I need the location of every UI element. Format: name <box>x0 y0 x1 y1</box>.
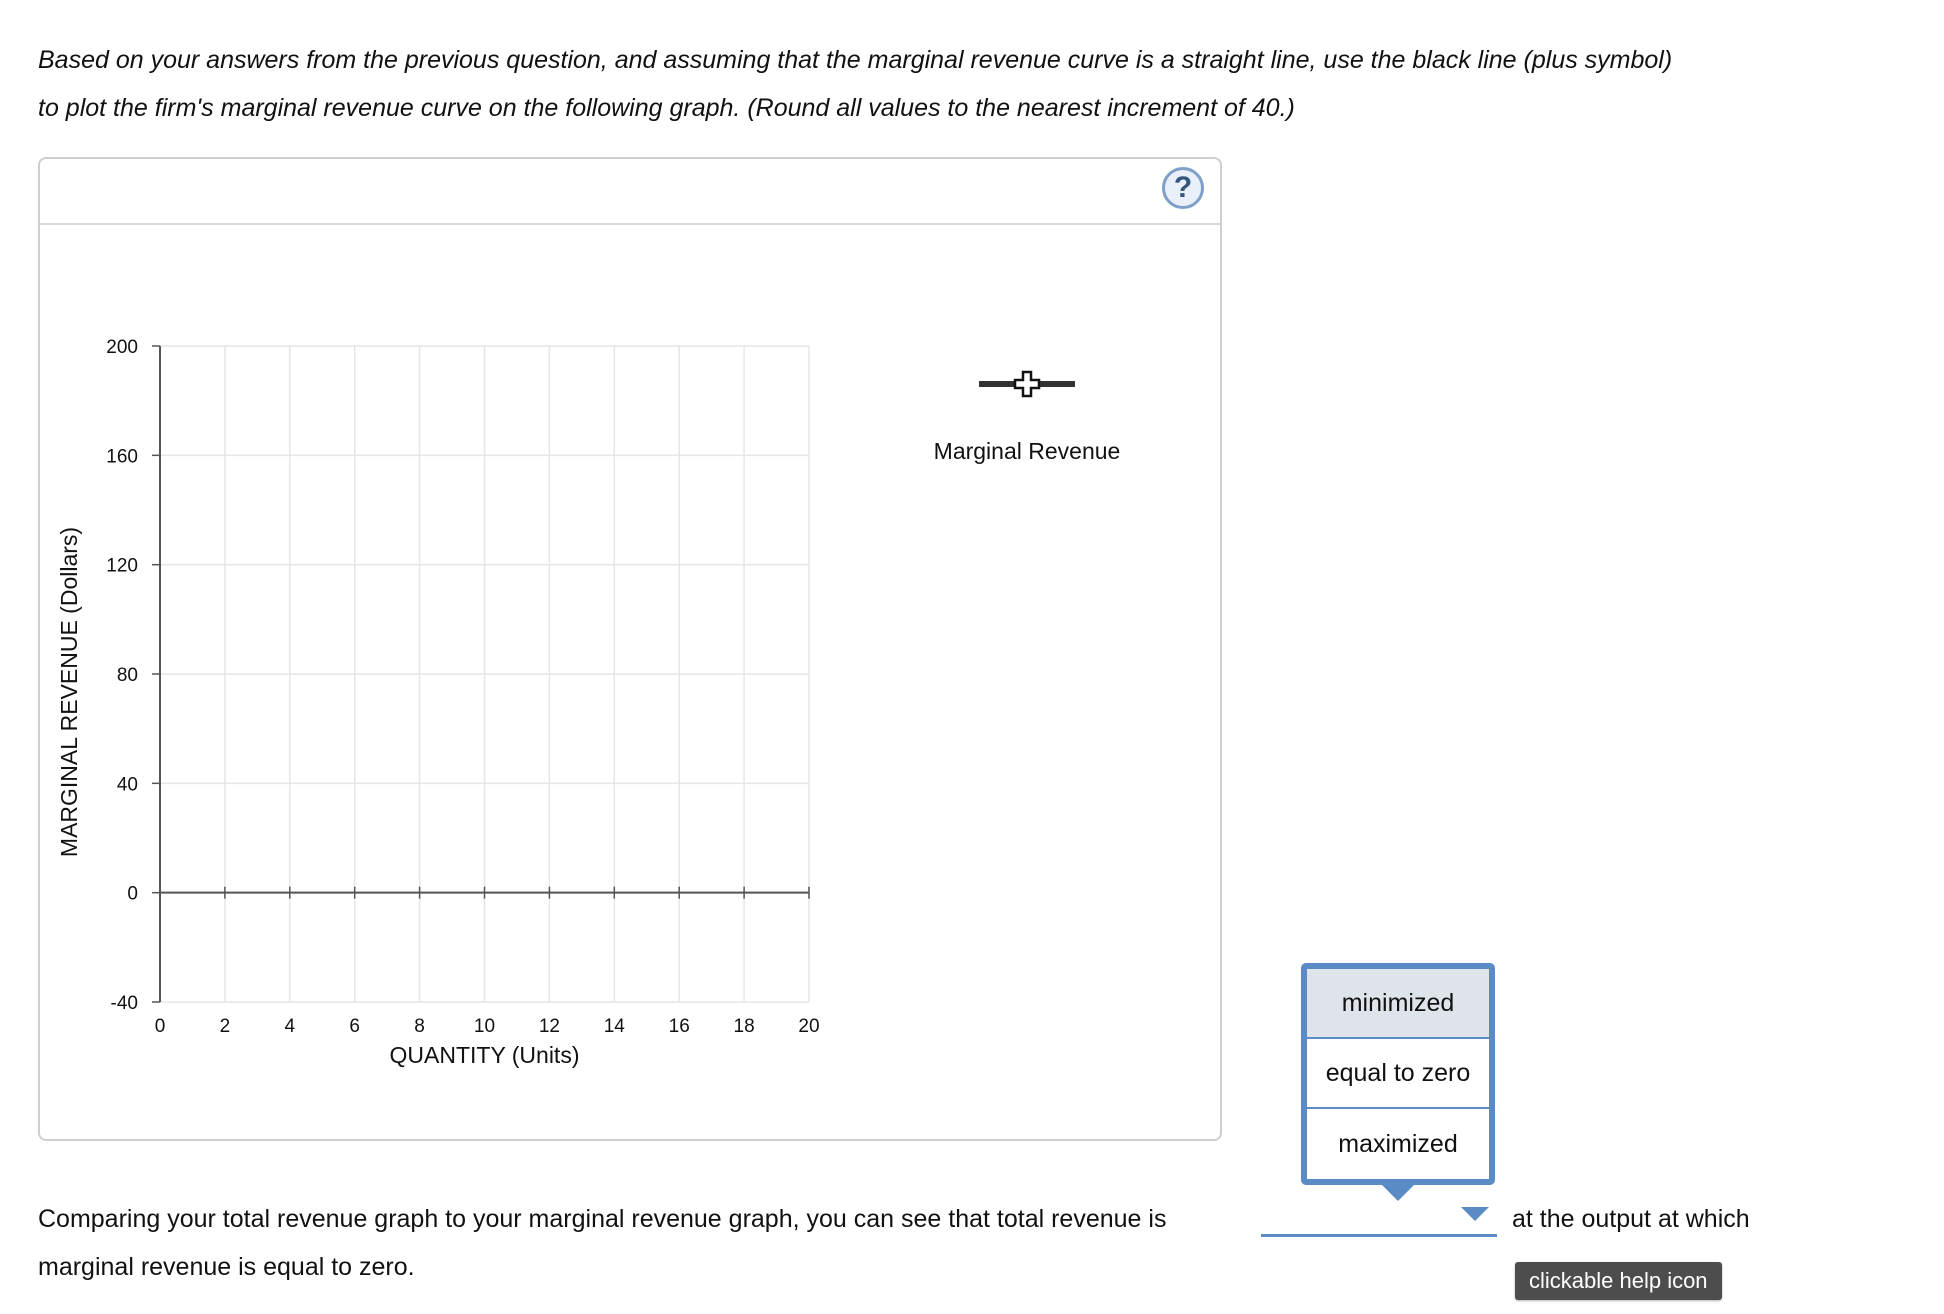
answer-dropdown[interactable] <box>1261 1195 1497 1237</box>
x-tick-label: 18 <box>733 1016 755 1037</box>
x-tick-label: 0 <box>154 1016 166 1037</box>
dropdown-menu-pointer <box>1382 1185 1414 1201</box>
x-tick-label: 20 <box>798 1016 820 1037</box>
y-tick-label: 120 <box>106 555 138 577</box>
x-tick-label: 6 <box>349 1016 360 1037</box>
graph-area <box>40 159 1220 1139</box>
option-minimized[interactable]: minimized <box>1307 969 1489 1039</box>
x-tick-label: 12 <box>538 1016 560 1037</box>
followup-text-after: at the output at which <box>1512 1205 1750 1233</box>
x-tick-label: 14 <box>603 1016 625 1037</box>
help-tooltip: clickable help icon <box>1515 1262 1722 1300</box>
x-tick-label: 16 <box>668 1016 690 1037</box>
x-tick-label: 4 <box>284 1016 296 1037</box>
plus-line-icon[interactable] <box>1015 372 1039 396</box>
question-text <box>38 36 1918 132</box>
y-tick-label: 0 <box>127 883 138 905</box>
y-tick-label: 80 <box>116 665 138 686</box>
option-maximized[interactable]: maximized <box>1338 1129 1458 1158</box>
help-icon[interactable]: ? <box>1162 167 1204 209</box>
followup-text-before: Comparing your total revenue graph to your marginal revenue graph, you can see that total revenue is <box>38 1205 1167 1233</box>
y-axis-title: MARGINAL REVENUE (Dollars) <box>56 526 82 858</box>
graph-panel <box>38 157 1222 1141</box>
dropdown-menu <box>1301 963 1495 1185</box>
question-line-2: to plot the firm's marginal revenue curve on the following graph. (Round all values to the nearest increment of 40.) <box>38 94 1295 122</box>
x-tick-label: 2 <box>219 1016 231 1037</box>
y-tick-label: 200 <box>106 337 138 358</box>
y-tick-label: 160 <box>106 446 138 468</box>
x-tick-label: 8 <box>414 1016 425 1037</box>
y-tick-label: 40 <box>116 774 138 796</box>
followup-text-line2: marginal revenue is equal to zero. <box>38 1253 415 1281</box>
y-tick-label: -40 <box>110 993 138 1014</box>
x-axis-title: QUANTITY (Units) <box>389 1042 580 1068</box>
question-line-1: Based on your answers from the previous question, and assuming that the marginal revenue curve is a straight line, use the black line (plus symbol) <box>38 46 1673 74</box>
legend-label: Marginal Revenue <box>933 438 1121 464</box>
option-equal-to-zero[interactable]: equal to zero <box>1307 1039 1489 1109</box>
chevron-down-icon[interactable] <box>1461 1207 1489 1221</box>
x-tick-label: 10 <box>473 1016 496 1037</box>
